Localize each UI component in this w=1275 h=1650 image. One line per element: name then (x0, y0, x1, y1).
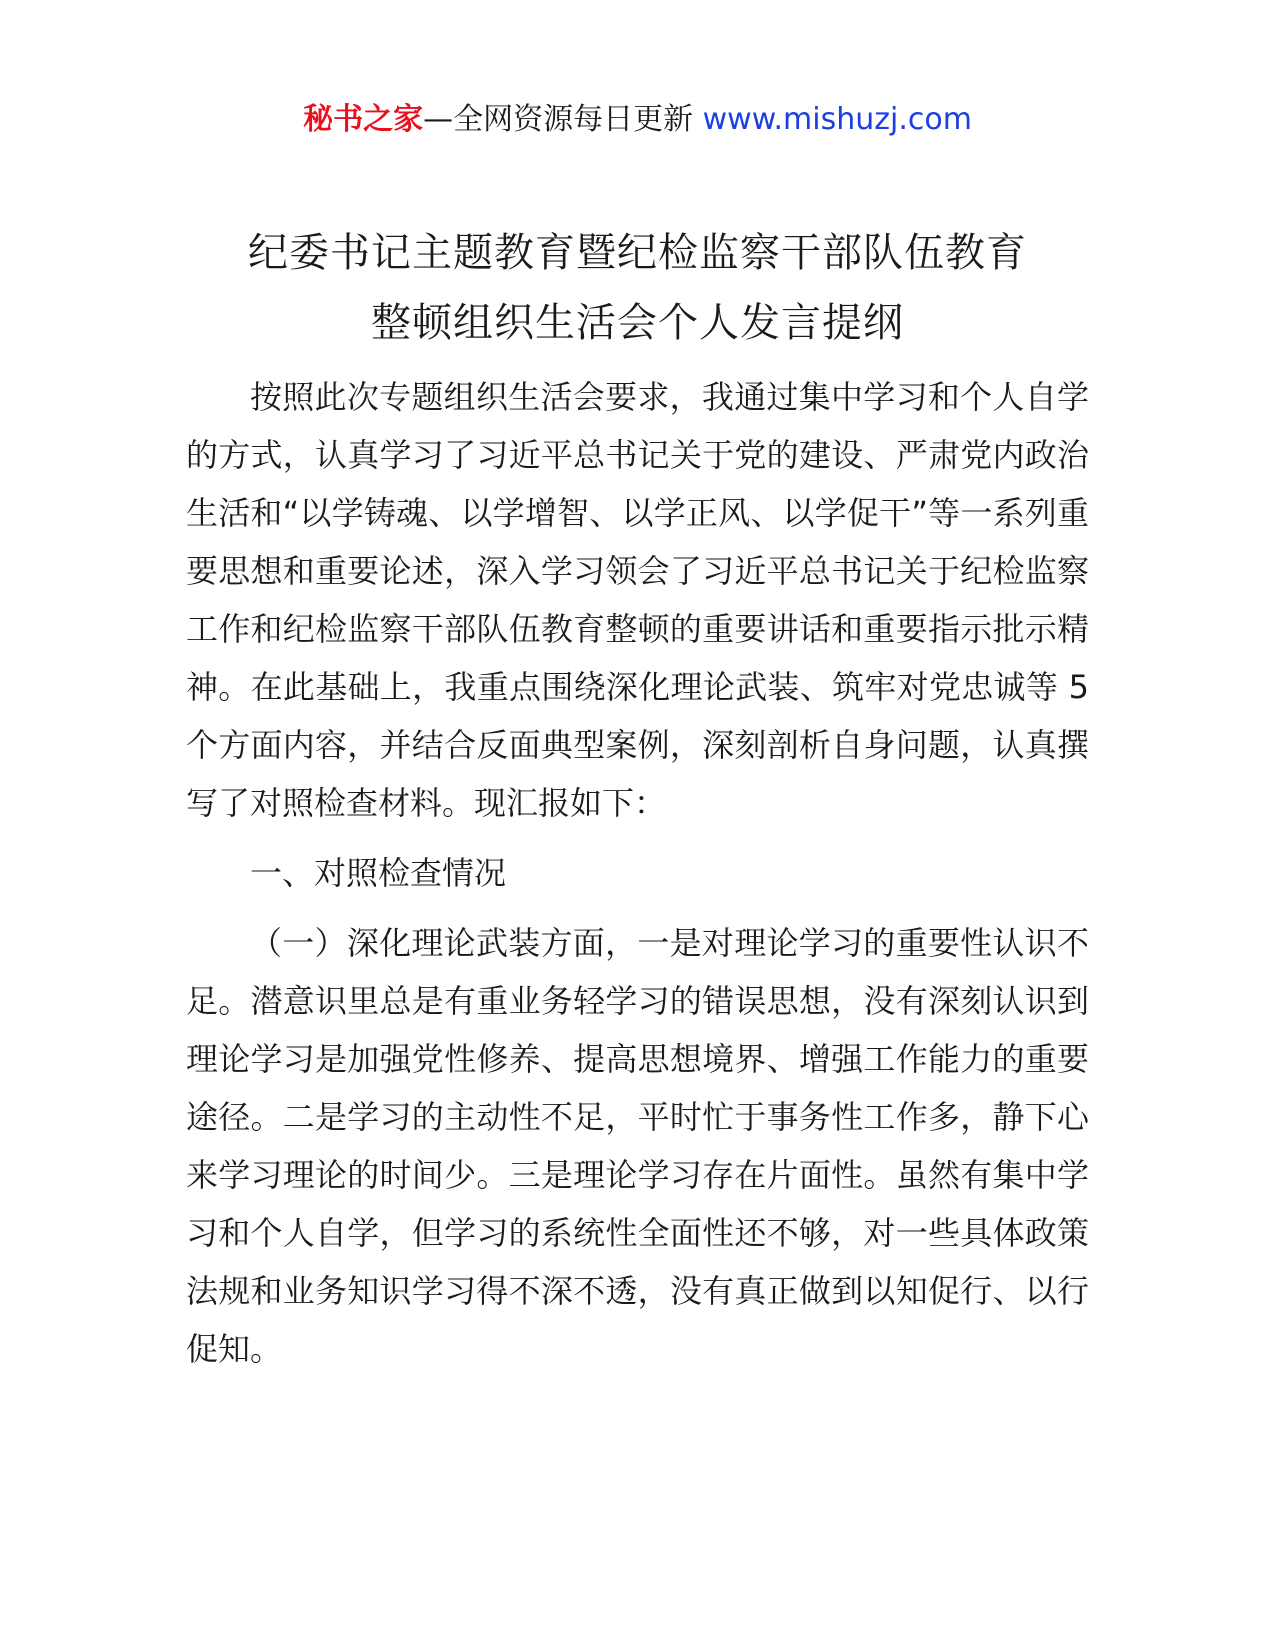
document-title (0, 218, 1275, 358)
title-line-1: 纪委书记主题教育暨纪检监察干部队伍教育 (248, 230, 1027, 276)
body-paragraph: （一）深化理论武装方面，一是对理论学习的重要性认识不足。潜意识里总是有重业务轻学习的错误思想，没有深刻认识到理论学习是加强党性修养、提高思想境界、增强工作能力的重要途径。二是学习的主动性不足，平时忙于事务性工作多，静下心来学习理论的时间少。三是理论学习存在片面性。虽然有集中学习和个人自学，但学习的系统性全面性还不够，对一些具体政策法规和业务知识学习得不深不透，没有真正做到以知促行、以行促知。 (186, 924, 1089, 1368)
header-tagline: —全网资源每日更新 (423, 102, 694, 137)
document-body (186, 368, 1089, 1378)
site-header (0, 98, 1275, 142)
title-line-2: 整顿组织生活会个人发言提纲 (371, 300, 904, 346)
site-url-link[interactable]: www.mishuzj.com (702, 102, 972, 137)
intro-paragraph: 按照此次专题组织生活会要求，我通过集中学习和个人自学的方式，认真学习了习近平总书记关于党的建设、严肃党内政治生活和“以学铸魂、以学增智、以学正风、以学促干”等一系列重要思想和重要论述，深入学习领会了习近平总书记关于纪检监察工作和纪检监察干部队伍教育整顿的重要讲话和重要指示批示精神。在此基础上，我重点围绕深化理论武装、筑牢对党忠诚等 5 个方面内容，并结合反面典型案例，深刻剖析自身问题，认真撰写了对照检查材料。现汇报如下： (186, 378, 1089, 822)
section-heading: 一、对照检查情况 (250, 854, 507, 892)
brand-name: 秘书之家 (303, 102, 424, 137)
